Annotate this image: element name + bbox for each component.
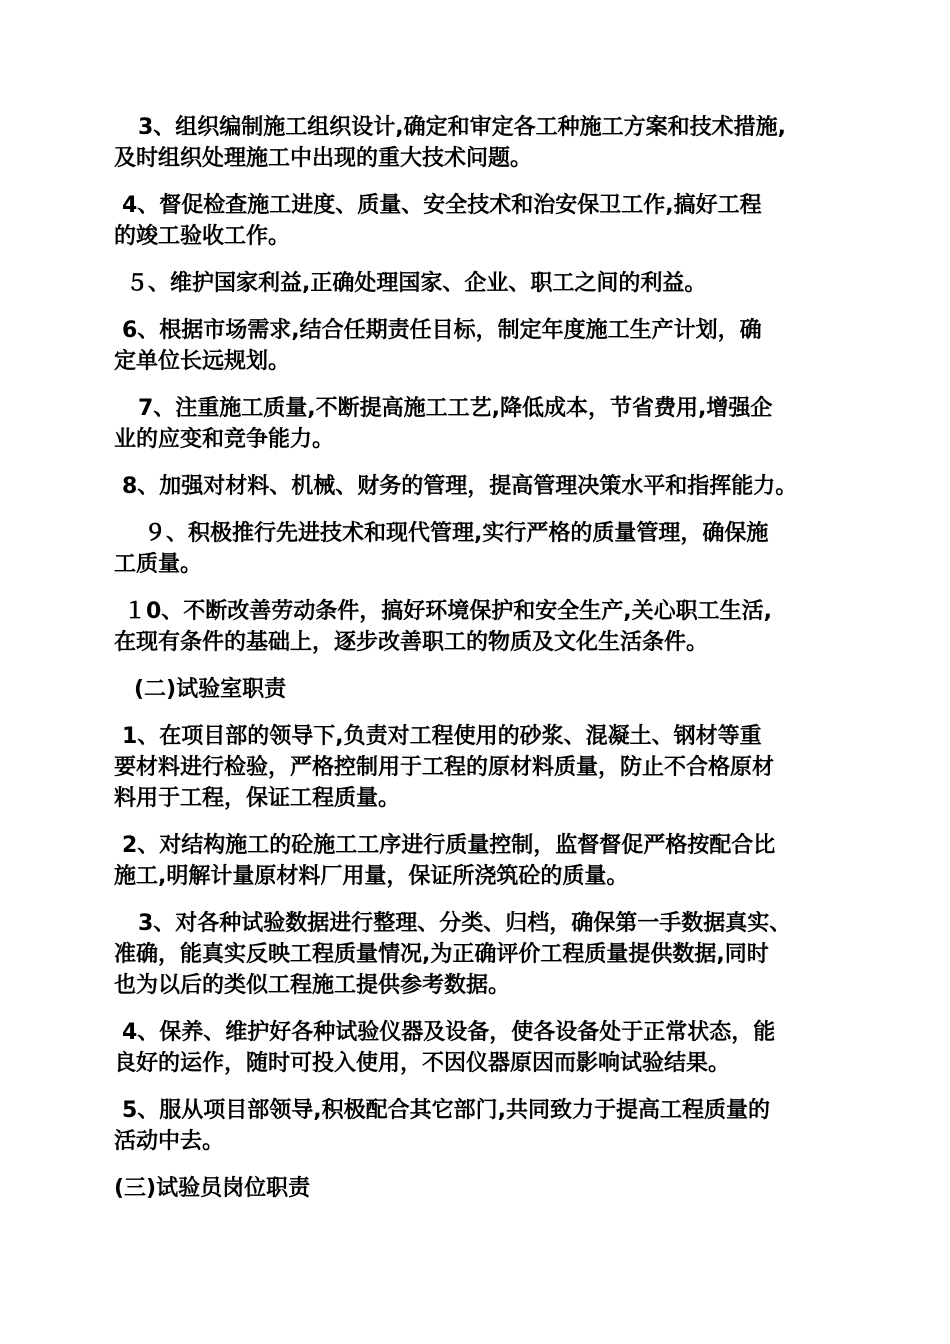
text-line: ９、积极推行先进技术和现代管理,实行严格的质量管理，确保施 [144,521,769,546]
paragraph-lab-3 [114,908,842,1001]
section-heading-tester-duties [114,1173,842,1204]
paragraph-9-technology [114,518,842,580]
text-line: 在现有条件的基础上，逐步改善职工的物质及文化生活条件。 [114,630,709,655]
text-line: 6、根据市场需求,结合任期责任目标，制定年度施工生产计划，确 [122,318,762,343]
paragraph-7-quality [114,393,842,455]
text-line: 5、服从项目部领导,积极配合其它部门,共同致力于提高工程质量的 [122,1098,771,1123]
text-line: (三)试验员岗位职责 [114,1176,311,1201]
paragraph-lab-2 [114,830,842,892]
paragraph-lab-4 [114,1017,842,1079]
text-line: 业的应变和竞争能力。 [114,427,335,452]
text-line: 3、对各种试验数据进行整理、分类、归档，确保第一手数据真实、 [138,911,792,936]
text-line: ５、维护国家利益,正确处理国家、企业、职工之间的利益。 [126,271,707,296]
document-body [114,112,842,1220]
paragraph-lab-1 [114,721,842,814]
paragraph-4-supervise [114,190,842,252]
paragraph-10-working-conditions [114,596,842,658]
section-heading-lab-duties [114,674,842,705]
paragraph-8-management [114,471,842,502]
text-line: 活动中去。 [114,1129,225,1154]
text-line: 准确，能真实反映工程质量情况,为正确评价工程质量提供数据,同时 [114,942,769,967]
text-line: 工质量。 [114,552,203,577]
text-line: 要材料进行检验，严格控制用于工程的原材料质量，防止不合格原材 [114,755,775,780]
text-line: 也为以后的类似工程施工提供参考数据。 [114,973,511,998]
text-line: 及时组织处理施工中出现的重大技术问题。 [114,146,533,171]
text-line: 8、加强对材料、机械、财务的管理，提高管理决策水平和指挥能力。 [122,474,798,499]
text-line: 良好的运作，随时可投入使用，不因仪器原因而影响试验结果。 [114,1051,731,1076]
text-line: 1、在项目部的领导下,负责对工程使用的砂浆、混凝土、钢材等重 [122,724,762,749]
paragraph-6-market-demand [114,315,842,377]
paragraph-3-org-design [114,112,842,174]
text-line: 3、组织编制施工组织设计,确定和审定各工种施工方案和技术措施, [138,115,787,140]
text-line: 4、督促检查施工进度、质量、安全技术和治安保卫工作,搞好工程 [122,193,762,218]
text-line: 的竣工验收工作。 [114,224,291,249]
text-line: 2、对结构施工的砼施工工序进行质量控制，监督督促严格按配合比 [122,833,776,858]
text-line: (二)试验室职责 [134,677,287,702]
text-line: 料用于工程，保证工程质量。 [114,786,401,811]
text-line: １0、不断改善劳动条件，搞好环境保护和安全生产,关心职工生活, [124,599,773,624]
text-line: 定单位长远规划。 [114,349,291,374]
paragraph-5-national-interest [114,268,842,299]
text-line: 7、注重施工质量,不断提高施工工艺,降低成本，节省费用,增强企 [138,396,773,421]
text-line: 施工,明解计量原材料厂用量，保证所浇筑砼的质量。 [114,864,629,889]
text-line: 4、保养、维护好各种试验仪器及设备，使各设备处于正常状态，能 [122,1020,776,1045]
paragraph-lab-5 [114,1095,842,1157]
